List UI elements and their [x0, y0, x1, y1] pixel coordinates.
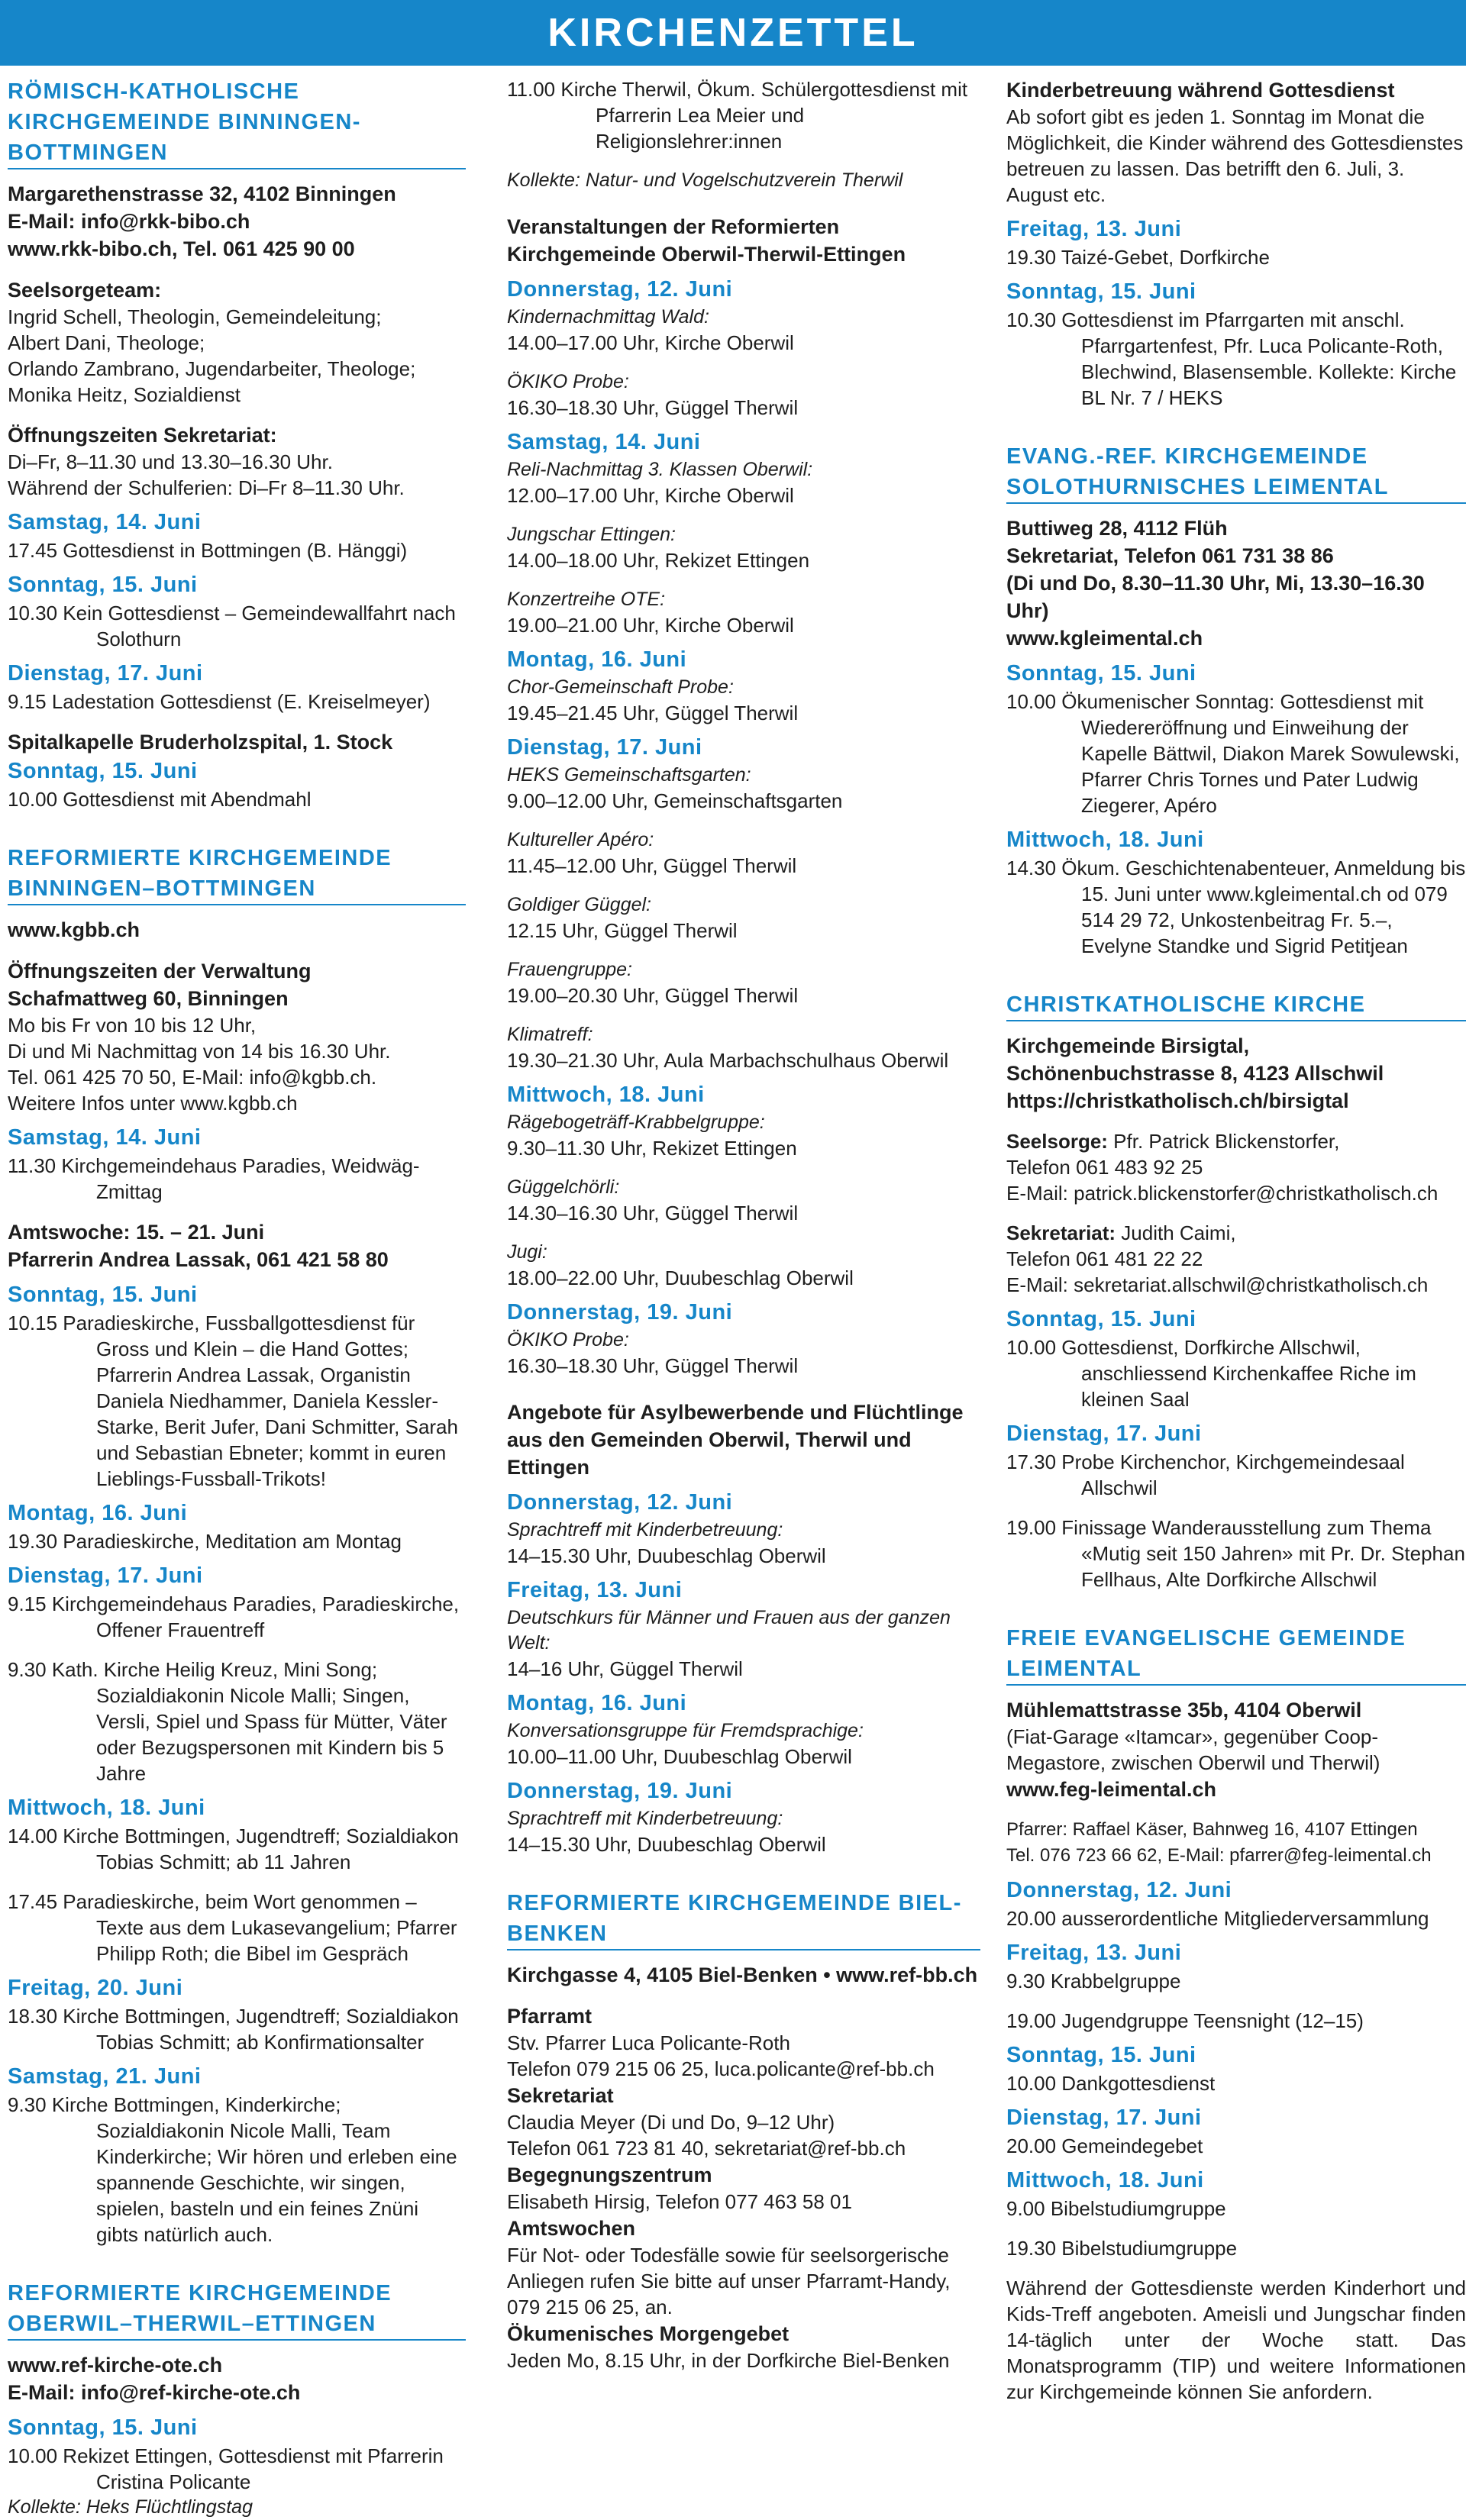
section-heading-kgbb: REFORMIERTE KIRCHGEMEINDE BINNINGEN–BOTTMINGEN — [8, 843, 466, 905]
date-heading: Freitag, 13. Juni — [507, 1578, 683, 1602]
ck-line: https://christkatholisch.ch/birsigtal — [1006, 1089, 1349, 1112]
column-2 — [507, 76, 980, 2373]
column-1 — [8, 76, 466, 2520]
activity-name: Konzertreihe OTE: — [507, 589, 666, 610]
event-entry: 14.30 Ökum. Geschichtenabenteuer, Anmeldung bis 15. Juni unter www.kgleimental.ch od 079 514 29 72, Unkostenbeitrag Fr. 5.–, Evelyne Standke und Sigrid Petitjean — [1006, 857, 1466, 957]
ck-sekretariat — [1006, 1220, 1466, 1246]
event-entry: 9.30 Kath. Kirche Heilig Kreuz, Mini Song; Sozialdiakonin Nicole Malli; Singen, Versli, Spiel und Spass für Mütter, Väter oder Bezugspersonen mit Kindern bis 5 Jahre — [8, 1658, 447, 1785]
date-heading: Donnerstag, 19. Juni — [507, 1300, 733, 1325]
event-entry: 19.30 Bibelstudiumgruppe — [1006, 2237, 1238, 2260]
event-entry: 19.00 Finissage Wanderausstellung zum Thema «Mutig seit 150 Jahren» mit Pr. Dr. Stephan Fellhaus, Alte Dorfkirche Allschwil — [1006, 1516, 1465, 1591]
kinderbetreuung-text: Ab sofort gibt es jeden 1. Sonntag im Monat die Möglichkeit, die Kinder während des Gottesdienstes betreuen zu lassen. Das betrifft den 6. Juli, 3. August etc. — [1006, 105, 1464, 206]
event-entry: 17.45 Paradieskirche, beim Wort genommen – Texte aus dem Lukasevangelium; Pfarrer Philipp Roth; die Bibel im Gespräch — [8, 1890, 457, 1965]
event-entry: 10.00 Gottesdienst, Dorfkirche Allschwil, anschliessend Kirchenkaffee Riche im kleinen Saal — [1006, 1336, 1416, 1411]
kinderbetreuung-title: Kinderbetreuung während Gottesdienst — [1006, 79, 1395, 102]
date-heading: Sonntag, 15. Juni — [1006, 661, 1196, 686]
ote-email: E-Mail: info@ref-kirche-ote.ch — [8, 2381, 301, 2404]
activity-time: 12.15 Uhr, Güggel Therwil — [507, 919, 738, 942]
date-heading: Dienstag, 17. Juni — [8, 661, 203, 686]
event-entry: 10.30 Kein Gottesdienst – Gemeindewallfahrt nach Solothurn — [8, 602, 456, 650]
sol-phone: Sekretariat, Telefon 061 731 38 86 — [1006, 544, 1334, 567]
activity-name: Kultureller Apéro: — [507, 829, 654, 850]
event-entry: 9.30 Kirche Bottmingen, Kinderkirche; Sozialdiakonin Nicole Malli, Team Kinderkirche; Wir hören und erleben eine spannende Geschichte, wir singen, spielen, basteln und ein feines Znüni gibts natürlich auch. — [8, 2093, 457, 2246]
event-entry: 10.00 Dankgottesdienst — [1006, 2072, 1216, 2095]
rkk-web: www.rkk-bibo.ch, Tel. 061 425 90 00 — [8, 237, 355, 260]
activity-time: 14–15.30 Uhr, Duubeschlag Oberwil — [507, 1544, 826, 1567]
date-heading: Donnerstag, 12. Juni — [507, 1490, 733, 1515]
kgbb-office-title: Öffnungszeiten der Verwaltung — [8, 960, 312, 983]
bb-sekretariat-line: Telefon 061 723 81 40, sekretariat@ref-bb.ch — [507, 2137, 906, 2160]
activity-time: 16.30–18.30 Uhr, Güggel Therwil — [507, 1354, 799, 1377]
sol-web: www.kgleimental.ch — [1006, 627, 1203, 650]
date-heading: Donnerstag, 12. Juni — [507, 277, 733, 302]
event-entry: 10.15 Paradieskirche, Fussballgottesdienst für Gross und Klein – die Hand Gottes; Pfarrerin Andrea Lassak, Organistin Daniela Niedhammer, Daniela Kessler-Starke, Berit Jufer, Dani Schmitter, Sarah und Sebastian Ebneter; kommt in euren Lieblings-Fussball-Trikots! — [8, 1312, 458, 1490]
date-heading: Dienstag, 17. Juni — [1006, 1421, 1202, 1446]
activity-name: ÖKIKO Probe: — [507, 371, 629, 392]
activity-name: Jugi: — [507, 1241, 547, 1263]
event-entry: 19.30 Taizé-Gebet, Dorfkirche — [1006, 246, 1270, 269]
date-heading: Sonntag, 15. Juni — [8, 2415, 198, 2440]
activity-name: Goldiger Güggel: — [507, 894, 652, 915]
bb-morgengebet-label: Ökumenisches Morgengebet — [507, 2322, 790, 2345]
date-heading: Mittwoch, 18. Juni — [507, 1083, 705, 1107]
feg-web: www.feg-leimental.ch — [1006, 1778, 1217, 1801]
kgbb-amtswoche: Amtswoche: 15. – 21. Juni — [8, 1221, 265, 1244]
bb-pfarramt-line: Telefon 079 215 06 25, luca.policante@ref-bb.ch — [507, 2057, 935, 2080]
activity-time: 14.00–17.00 Uhr, Kirche Oberwil — [507, 331, 794, 354]
date-heading: Donnerstag, 19. Juni — [507, 1779, 733, 1803]
kgbb-office-line: Tel. 061 425 70 50, E-Mail: info@kgbb.ch. — [8, 1066, 377, 1089]
ote-veranstaltungen-title: Veranstaltungen der Reformierten Kirchgemeinde Oberwil-Therwil-Ettingen — [507, 215, 906, 266]
ote-kollekte: Kollekte: Heks Flüchtlingstag — [8, 2496, 253, 2518]
event-entry: 20.00 ausserordentliche Mitgliederversammlung — [1006, 1907, 1429, 1930]
date-heading: Sonntag, 15. Juni — [8, 573, 198, 597]
bb-amtswochen-label: Amtswochen — [507, 2217, 636, 2240]
bb-begegnung-label: Begegnungszentrum — [507, 2163, 712, 2186]
date-heading: Mittwoch, 18. Juni — [8, 1796, 205, 1820]
ck-sekretariat-name: Judith Caimi, — [1116, 1221, 1236, 1244]
date-heading: Donnerstag, 12. Juni — [1006, 1878, 1232, 1902]
event-entry: 14.00 Kirche Bottmingen, Jugendtreff; Sozialdiakon Tobias Schmitt; ab 11 Jahren — [8, 1825, 459, 1873]
activity-time: 11.45–12.00 Uhr, Güggel Therwil — [507, 854, 797, 877]
event-entry: 10.00 Ökumenischer Sonntag: Gottesdienst mit Wiedereröffnung und Einweihung der Kapelle Bättwil, Diakon Marek Sowulewski, Pfarrer Chris Tornes und Pater Ludwig Ziegerer, Apéro — [1006, 690, 1460, 817]
rkk-team-member: Monika Heitz, Sozialdienst — [8, 383, 241, 406]
ote-asyl-title: Angebote für Asylbewerbende und Flüchtlinge aus den Gemeinden Oberwil, Therwil und Ettingen — [507, 1401, 964, 1479]
date-heading: Samstag, 21. Juni — [8, 2064, 202, 2089]
event-entry: 9.30 Krabbelgruppe — [1006, 1970, 1181, 1992]
event-entry: 19.00 Jugendgruppe Teensnight (12–15) — [1006, 2009, 1364, 2032]
event-entry: 10.00 Gottesdienst mit Abendmahl — [8, 788, 312, 811]
event-entry: 17.45 Gottesdienst in Bottmingen (B. Hänggi) — [8, 539, 408, 562]
event-entry: 11.30 Kirchgemeindehaus Paradies, Weidwäg-Zmittag — [8, 1154, 420, 1203]
date-heading: Dienstag, 17. Juni — [1006, 2105, 1202, 2130]
rkk-email: E-Mail: info@rkk-bibo.ch — [8, 210, 250, 233]
section-heading-ck: CHRISTKATHOLISCHE KIRCHE — [1006, 989, 1466, 1021]
activity-name: Deutschkurs für Männer und Frauen aus der ganzen Welt: — [507, 1607, 951, 1654]
ck-seelsorge-email: E-Mail: patrick.blickenstorfer@christkatholisch.ch — [1006, 1182, 1439, 1205]
page-banner: KIRCHENZETTEL — [0, 0, 1466, 66]
feg-address-note: (Fiat-Garage «Itamcar», gegenüber Coop-Megastore, zwischen Oberwil und Therwil) — [1006, 1725, 1380, 1774]
activity-name: Jungschar Ettingen: — [507, 524, 676, 545]
event-entry: 11.00 Kirche Therwil, Ökum. Schülergottesdienst mit Pfarrerin Lea Meier und Religionslehrer:innen — [507, 78, 968, 153]
ck-sekretariat-phone: Telefon 061 481 22 22 — [1006, 1247, 1203, 1270]
rkk-team-label: Seelsorgeteam: — [8, 279, 162, 302]
activity-time: 9.30–11.30 Uhr, Rekizet Ettingen — [507, 1137, 797, 1160]
rkk-hours-label: Öffnungszeiten Sekretariat: — [8, 424, 277, 447]
activity-name: Konversationsgruppe für Fremdsprachige: — [507, 1720, 864, 1741]
ck-seelsorge-phone: Telefon 061 483 92 25 — [1006, 1156, 1203, 1179]
date-heading: Montag, 16. Juni — [507, 647, 687, 672]
event-entry: 10.30 Gottesdienst im Pfarrgarten mit anschl. Pfarrgartenfest, Pfr. Luca Policante-Roth, Blechwind, Blasensemble. Kollekte: Kirche BL Nr. 7 / HEKS — [1006, 308, 1457, 409]
ck-seelsorge — [1006, 1128, 1466, 1154]
rkk-address: Margarethenstrasse 32, 4102 Binningen — [8, 182, 396, 205]
rkk-team-member: Orlando Zambrano, Jugendarbeiter, Theologe; — [8, 357, 416, 380]
date-heading: Dienstag, 17. Juni — [8, 1563, 203, 1588]
activity-time: 14.30–16.30 Uhr, Güggel Therwil — [507, 1202, 799, 1225]
rkk-spital: Spitalkapelle Bruderholzspital, 1. Stock — [8, 731, 393, 753]
event-entry: 10.00 Rekizet Ettingen, Gottesdienst mit Pfarrerin Cristina Policante — [8, 2444, 444, 2493]
date-heading: Montag, 16. Juni — [8, 1501, 188, 1525]
activity-name: Chor-Gemeinschaft Probe: — [507, 676, 734, 698]
ck-seelsorge-name: Pfr. Patrick Blickenstorfer, — [1107, 1130, 1340, 1153]
activity-time: 10.00–11.00 Uhr, Duubeschlag Oberwil — [507, 1745, 852, 1768]
activity-time: 19.45–21.45 Uhr, Güggel Therwil — [507, 702, 799, 724]
date-heading: Mittwoch, 18. Juni — [1006, 2168, 1204, 2192]
date-heading: Sonntag, 15. Juni — [1006, 1307, 1196, 1331]
section-heading-feg: FREIE EVANGELISCHE GEMEINDE LEIMENTAL — [1006, 1623, 1466, 1686]
rkk-hours-line: Di–Fr, 8–11.30 und 13.30–16.30 Uhr. — [8, 450, 333, 473]
event-entry: 9.00 Bibelstudiumgruppe — [1006, 2197, 1226, 2220]
date-heading: Sonntag, 15. Juni — [1006, 2043, 1196, 2067]
activity-time: 9.00–12.00 Uhr, Gemeinschaftsgarten — [507, 789, 843, 812]
sol-hours: (Di und Do, 8.30–11.30 Uhr, Mi, 13.30–16.30 Uhr) — [1006, 572, 1425, 622]
ck-line: Kirchgemeinde Birsigtal, — [1006, 1034, 1250, 1057]
kgbb-web: www.kgbb.ch — [8, 918, 140, 941]
feg-footer-text: Während der Gottesdienste werden Kinderhort und Kids-Treff angeboten. Ameisli und Jungschar finden 14-täglich unter der Woche statt. Das Monatsprogramm (TIP) und weitere Informationen zur Kirchgemeinde können Sie anfordern. — [1006, 2276, 1466, 2403]
date-heading: Freitag, 20. Juni — [8, 1976, 183, 2000]
activity-time: 19.30–21.30 Uhr, Aula Marbachschulhaus Oberwil — [507, 1049, 949, 1072]
activity-name: Klimatreff: — [507, 1024, 593, 1045]
section-heading-ote: REFORMIERTE KIRCHGEMEINDE OBERWIL–THERWIL–ETTINGEN — [8, 2278, 466, 2341]
event-entry: 19.30 Paradieskirche, Meditation am Montag — [8, 1530, 402, 1553]
bb-address: Kirchgasse 4, 4105 Biel-Benken • www.ref-bb.ch — [507, 1963, 978, 1986]
kgbb-office-address: Schafmattweg 60, Binningen — [8, 987, 289, 1010]
kgbb-pfarrerin: Pfarrerin Andrea Lassak, 061 421 58 80 — [8, 1248, 389, 1271]
section-heading-sol: EVANG.-REF. KIRCHGEMEINDE SOLOTHURNISCHES LEIMENTAL — [1006, 441, 1466, 504]
activity-name: Frauengruppe: — [507, 959, 633, 980]
ck-seelsorge-label: Seelsorge: — [1006, 1130, 1108, 1153]
date-heading: Samstag, 14. Juni — [8, 1125, 202, 1150]
activity-time: 14–16 Uhr, Güggel Therwil — [507, 1657, 743, 1680]
ote-web: www.ref-kirche-ote.ch — [8, 2354, 223, 2376]
activity-time: 16.30–18.30 Uhr, Güggel Therwil — [507, 396, 799, 419]
bb-begegnung-line: Elisabeth Hirsig, Telefon 077 463 58 01 — [507, 2190, 852, 2213]
event-entry: 17.30 Probe Kirchenchor, Kirchgemeindesaal Allschwil — [1006, 1450, 1405, 1499]
activity-name: Reli-Nachmittag 3. Klassen Oberwil: — [507, 459, 813, 480]
rkk-team-member: Albert Dani, Theologe; — [8, 331, 205, 354]
date-heading: Sonntag, 15. Juni — [1006, 279, 1196, 304]
event-entry: 18.30 Kirche Bottmingen, Jugendtreff; Sozialdiakon Tobias Schmitt; ab Konfirmationsalter — [8, 2005, 459, 2054]
bb-sekretariat-label: Sekretariat — [507, 2084, 614, 2107]
event-entry: 9.15 Kirchgemeindehaus Paradies, Paradieskirche, Offener Frauentreff — [8, 1592, 460, 1641]
rkk-hours-line: Während der Schulferien: Di–Fr 8–11.30 Uhr. — [8, 476, 405, 499]
date-heading: Montag, 16. Juni — [507, 1691, 687, 1715]
kgbb-office-line: Weitere Infos unter www.kgbb.ch — [8, 1092, 298, 1115]
activity-time: 18.00–22.00 Uhr, Duubeschlag Oberwil — [507, 1266, 854, 1289]
date-heading: Sonntag, 15. Juni — [8, 1283, 198, 1307]
activity-time: 14.00–18.00 Uhr, Rekizet Ettingen — [507, 549, 810, 572]
bb-sekretariat-line: Claudia Meyer (Di und Do, 9–12 Uhr) — [507, 2111, 835, 2134]
kgbb-office-line: Di und Mi Nachmittag von 14 bis 16.30 Uhr. — [8, 1040, 391, 1063]
activity-name: Sprachtreff mit Kinderbetreuung: — [507, 1808, 783, 1829]
bb-amtswochen-text: Für Not- oder Todesfälle sowie für seelsorgerische Anliegen rufen Sie bitte auf unser Pfarramt-Handy, 079 215 06 25, an. — [507, 2244, 951, 2318]
activity-name: ÖKIKO Probe: — [507, 1329, 629, 1350]
feg-pfarrer: Pfarrer: Raffael Käser, Bahnweg 16, 4107 Ettingen — [1006, 1819, 1418, 1840]
activity-time: 19.00–21.00 Uhr, Kirche Oberwil — [507, 614, 794, 637]
activity-time: 14–15.30 Uhr, Duubeschlag Oberwil — [507, 1833, 826, 1856]
ck-line: Schönenbuchstrasse 8, 4123 Allschwil — [1006, 1062, 1384, 1085]
date-heading: Freitag, 13. Juni — [1006, 1941, 1182, 1965]
ck-sekretariat-label: Sekretariat: — [1006, 1221, 1116, 1244]
activity-name: Rägebogeträff-Krabbelgruppe: — [507, 1112, 765, 1133]
date-heading: Samstag, 14. Juni — [507, 430, 701, 454]
bb-pfarramt-line: Stv. Pfarrer Luca Policante-Roth — [507, 2031, 790, 2054]
activity-name: Güggelchörli: — [507, 1176, 620, 1198]
bb-morgengebet-text: Jeden Mo, 8.15 Uhr, in der Dorfkirche Biel-Benken — [507, 2349, 950, 2372]
ck-sekretariat-email: E-Mail: sekretariat.allschwil@christkatholisch.ch — [1006, 1273, 1429, 1296]
date-heading: Samstag, 14. Juni — [8, 510, 202, 534]
column-3 — [1006, 76, 1466, 2405]
activity-time: 12.00–17.00 Uhr, Kirche Oberwil — [507, 484, 794, 507]
activity-time: 19.00–20.30 Uhr, Güggel Therwil — [507, 984, 799, 1007]
feg-contact: Tel. 076 723 66 62, E-Mail: pfarrer@feg-leimental.ch — [1006, 1845, 1432, 1866]
date-heading: Freitag, 13. Juni — [1006, 217, 1182, 241]
event-entry: 9.15 Ladestation Gottesdienst (E. Kreiselmeyer) — [8, 690, 431, 713]
date-heading: Dienstag, 17. Juni — [507, 735, 702, 760]
event-entry: 20.00 Gemeindegebet — [1006, 2134, 1203, 2157]
kgbb-office-line: Mo bis Fr von 10 bis 12 Uhr, — [8, 1014, 257, 1037]
activity-name: HEKS Gemeinschaftsgarten: — [507, 764, 751, 786]
bb-pfarramt-label: Pfarramt — [507, 2005, 593, 2028]
activity-name: Kindernachmittag Wald: — [507, 306, 709, 328]
feg-address: Mühlemattstrasse 35b, 4104 Oberwil — [1006, 1699, 1362, 1721]
ote-kollekte: Kollekte: Natur- und Vogelschutzverein Therwil — [507, 169, 903, 191]
sol-address: Buttiweg 28, 4112 Flüh — [1006, 517, 1228, 540]
rkk-team-member: Ingrid Schell, Theologin, Gemeindeleitung; — [8, 305, 382, 328]
date-heading: Sonntag, 15. Juni — [8, 759, 198, 783]
date-heading: Mittwoch, 18. Juni — [1006, 828, 1204, 852]
section-heading-bb: REFORMIERTE KIRCHGEMEINDE BIEL-BENKEN — [507, 1888, 980, 1950]
section-heading-rkk: RÖMISCH-KATHOLISCHE KIRCHGEMEINDE BINNINGEN-BOTTMINGEN — [8, 76, 466, 169]
activity-name: Sprachtreff mit Kinderbetreuung: — [507, 1519, 783, 1541]
